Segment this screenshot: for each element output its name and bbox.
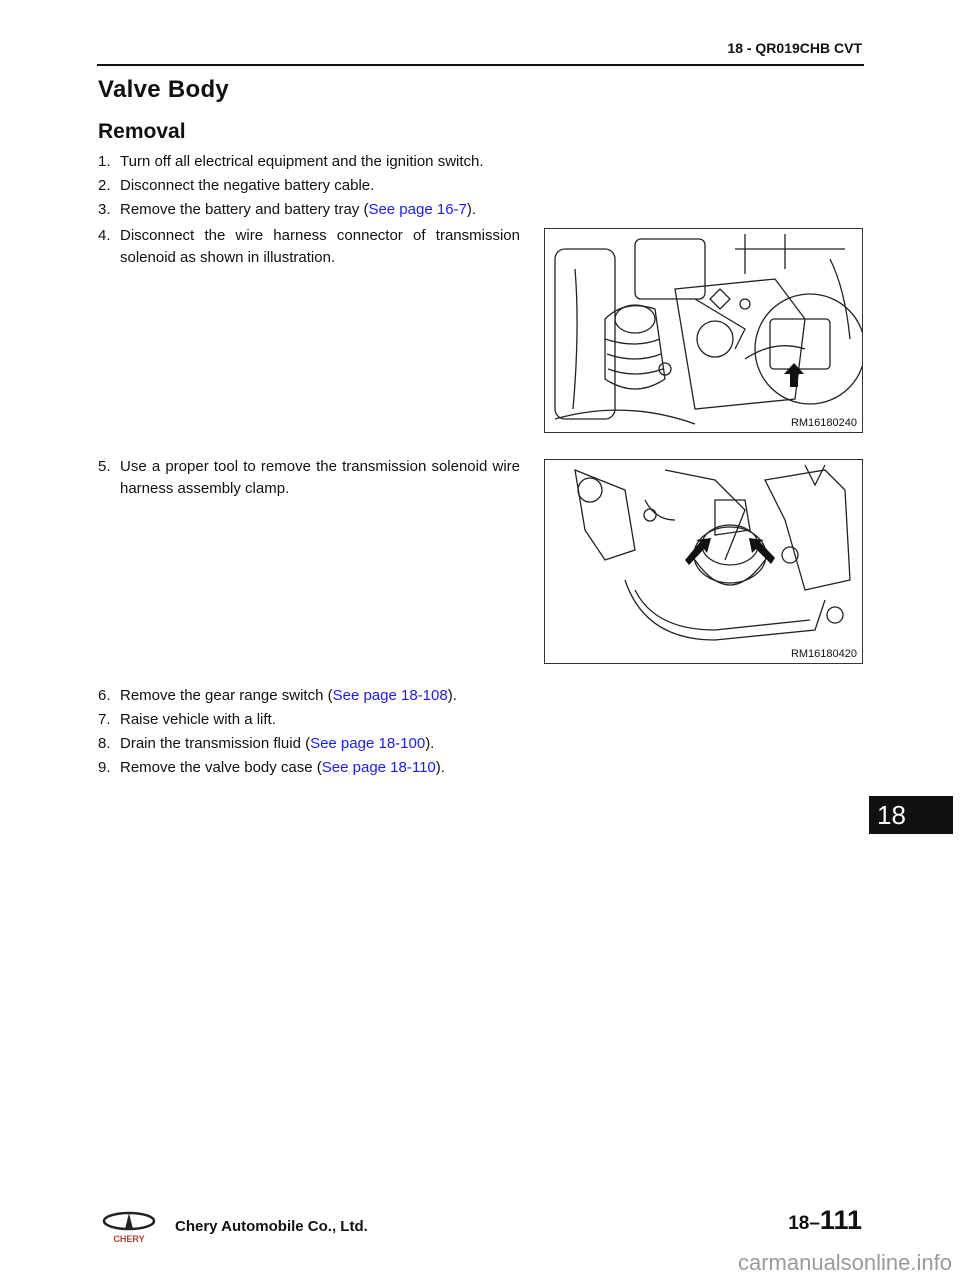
- section-title: Valve Body: [98, 76, 230, 103]
- step-number: 6.: [98, 687, 111, 704]
- step-number: 3.: [98, 201, 111, 218]
- step-5: [98, 456, 520, 500]
- figure-code: RM16180420: [790, 648, 857, 660]
- step-text: Raise vehicle with a lift.: [120, 711, 276, 728]
- step-9: [98, 757, 598, 779]
- step-number: 9.: [98, 759, 111, 776]
- link-see-page-16-7[interactable]: See page 16-7: [368, 201, 467, 218]
- step-text-pre: Drain the transmission fluid (: [120, 735, 311, 752]
- step-text-pre: Remove the battery and battery tray (: [120, 201, 369, 218]
- step-text-pre: Remove the valve body case (: [120, 759, 322, 776]
- step-text: Turn off all electrical equipment and the ignition switch.: [120, 153, 484, 170]
- step-number: 5.: [98, 458, 111, 475]
- step-number: 8.: [98, 735, 111, 752]
- step-number: 7.: [98, 711, 111, 728]
- step-7: [98, 709, 598, 731]
- link-see-page-18-110[interactable]: See page 18-110: [321, 759, 436, 776]
- step-number: 1.: [98, 153, 111, 170]
- engine-bay-illustration: [545, 229, 862, 432]
- step-text: [120, 685, 598, 707]
- section-tab: 18: [869, 796, 953, 834]
- solenoid-clamp-illustration: [545, 460, 862, 663]
- figure-solenoid-connector: [544, 228, 863, 433]
- step-6: [98, 685, 598, 707]
- step-text-post: ).: [466, 201, 477, 218]
- subsection-title: Removal: [98, 120, 186, 143]
- step-3: [98, 199, 528, 221]
- page-number-value: 111: [819, 1205, 862, 1235]
- watermark: carmanualsonline.info: [737, 1250, 952, 1275]
- header-rule: [97, 64, 864, 66]
- arrow-icon: [784, 363, 804, 387]
- page-number: [788, 1205, 862, 1236]
- chapter-header: 18 - QR019CHB CVT: [727, 40, 862, 56]
- figure-harness-clamp: [544, 459, 863, 664]
- step-text: [120, 199, 528, 221]
- step-1: [98, 151, 528, 173]
- step-text-pre: Remove the gear range switch (: [120, 687, 333, 704]
- step-text: Disconnect the wire harness connector of transmission solenoid as shown in illustration.: [120, 227, 520, 266]
- figure-code: RM16180240: [790, 417, 857, 429]
- step-8: [98, 733, 598, 755]
- link-see-page-18-108[interactable]: See page 18-108: [332, 687, 448, 704]
- step-text-post: ).: [425, 735, 435, 752]
- step-text: Use a proper tool to remove the transmission solenoid wire harness assembly clamp.: [120, 458, 520, 497]
- step-text: [120, 757, 598, 779]
- page-prefix: 18–: [788, 1213, 820, 1234]
- step-number: 4.: [98, 227, 111, 244]
- step-text: [120, 733, 598, 755]
- footer-company: Chery Automobile Co., Ltd.: [175, 1218, 368, 1235]
- step-text-post: ).: [447, 687, 457, 704]
- step-number: 2.: [98, 177, 111, 194]
- link-see-page-18-100[interactable]: See page 18-100: [310, 735, 426, 752]
- step-4: [98, 225, 520, 269]
- logo-text: CHERY: [113, 1234, 145, 1244]
- chery-logo: [100, 1210, 158, 1244]
- step-text-post: ).: [435, 759, 445, 776]
- step-text: Disconnect the negative battery cable.: [120, 177, 375, 194]
- step-2: [98, 175, 528, 197]
